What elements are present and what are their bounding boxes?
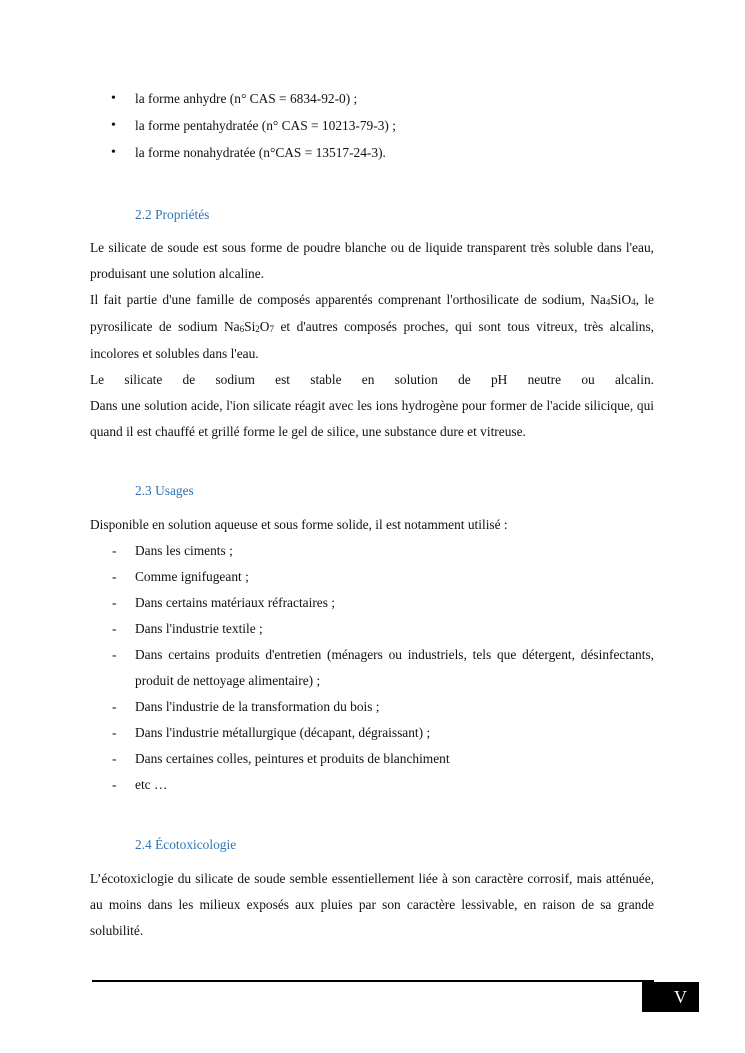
list-item: - Dans certaines colles, peintures et produits de blanchiment [90,746,654,772]
paragraph: L’écotoxiclogie du silicate de soude semble essentiellement liée à son caractère corrosif, mais atténuée, au moins dans les milieux exposés aux pluies par son caractère lessivable, en raison de sa grande solubilité. [90,871,654,938]
list-item: - etc … [90,772,654,798]
paragraph: Dans une solution acide, l'ion silicate réagit avec les ions hydrogène pour former de l'acide silicique, qui quand il est chauffé et grillé forme le gel de silice, une substance dure et vitreuse. [90,398,654,439]
paragraph: Le silicate de sodium est stable en solution de pH neutre ou alcalin. [90,372,654,387]
paragraph: Il fait partie d'une famille de composés apparentés comprenant l'orthosilicate de sodium, $Na_4SiO_4$, le pyrosilicate de sodium $Na_6Si_2O_7$ et d'autres composés proches, qui sont tous vitreux, très alcalins, incolores et solubles dans l'eau. [90,292,654,361]
section-heading-proprietes: 2.2 Propriétés [135,207,210,222]
list-item: - Dans l'industrie de la transformation du bois ; [90,694,654,720]
footer-rule [92,980,654,982]
proprietes-body [90,235,654,445]
list-item: - Dans les ciments ; [90,538,654,564]
list-item: - Comme ignifugeant ; [90,564,654,590]
usages-list [90,538,654,798]
list-item: - Dans certains matériaux réfractaires ; [90,590,654,616]
ecotoxicologie-body [90,866,654,944]
list-item: • la forme anhydre (n° CAS = 6834-92-0) ; [110,88,396,115]
paragraph: Disponible en solution aqueuse et sous forme solide, il est notamment utilisé : [90,517,508,532]
page-number: V [642,982,699,1012]
usages-intro [90,512,654,538]
list-item: - Dans l'industrie métallurgique (décapant, dégraissant) ; [90,720,654,746]
list-item: - Dans certains produits d'entretien (ménagers ou industriels, tels que détergent, désinfectants, produit de nettoyage alimentaire) ; [90,642,654,694]
paragraph: Le silicate de soude est sous forme de poudre blanche ou de liquide transparent très soluble dans l'eau, produisant une solution alcaline. [90,240,654,281]
cas-forms-list [110,88,396,169]
section-heading-ecotoxicologie: 2.4 Écotoxicologie [135,837,237,852]
section-heading-usages: 2.3 Usages [135,483,194,498]
list-item: • la forme nonahydratée (n°CAS = 13517-24-3). [110,142,396,169]
list-item: - Dans l'industrie textile ; [90,616,654,642]
list-item: • la forme pentahydratée (n° CAS = 10213-79-3) ; [110,115,396,142]
